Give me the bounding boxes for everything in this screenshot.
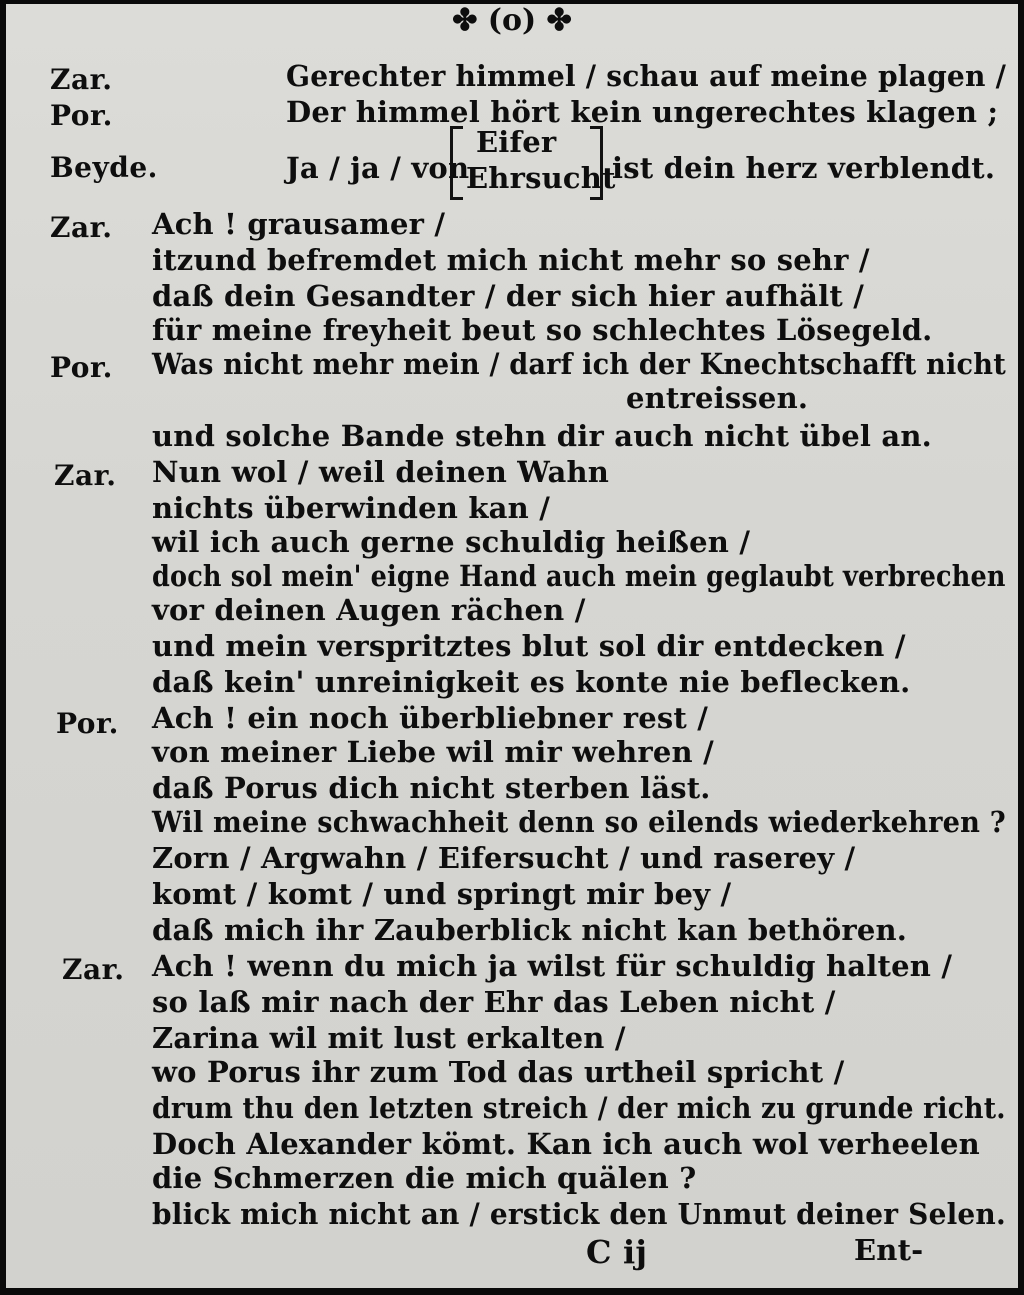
verse-line: Eifer xyxy=(476,125,557,159)
verse-line: Ach ! grausamer / xyxy=(152,207,446,241)
speaker-label: Beyde. xyxy=(50,151,158,184)
verse-line: drum thu den letzten streich / der mich zu grunde richt. xyxy=(152,1091,1006,1125)
verse-line: wo Porus ihr zum Tod das urtheil spricht / xyxy=(152,1055,845,1089)
verse-line: Wil meine schwachheit denn so eilends wiederkehren ? xyxy=(152,805,1006,839)
verse-line: Doch Alexander kömt. Kan ich auch wol verheelen xyxy=(152,1127,980,1161)
ornament-left-icon: ✤ xyxy=(452,4,478,38)
verse-line: Ehrsucht xyxy=(466,161,616,195)
verse-line: komt / komt / und springt mir bey / xyxy=(152,877,732,911)
verse-line: ist dein herz verblendt. xyxy=(612,151,996,185)
verse-line: so laß mir nach der Ehr das Leben nicht / xyxy=(152,985,836,1019)
verse-line: Ja / ja / von xyxy=(286,151,470,185)
verse-line: entreissen. xyxy=(626,381,809,415)
speaker-label: Zar. xyxy=(54,459,117,492)
verse-line: für meine freyheit beut so schlechtes Lösegeld. xyxy=(152,313,933,347)
catchword: Ent- xyxy=(854,1233,924,1267)
verse-line: Der himmel hört kein ungerechtes klagen ; xyxy=(286,95,999,129)
verse-line: blick mich nicht an / erstick den Unmut deiner Selen. xyxy=(152,1197,1006,1231)
verse-line: Zarina wil mit lust erkalten / xyxy=(152,1021,626,1055)
bracket-left xyxy=(450,126,463,200)
verse-line: wil ich auch gerne schuldig heißen / xyxy=(152,525,751,559)
speaker-label: Zar. xyxy=(50,211,113,244)
speaker-label: Por. xyxy=(56,707,119,740)
verse-line: daß dein Gesandter / der sich hier aufhält / xyxy=(152,279,865,313)
speaker-label: Zar. xyxy=(50,63,113,96)
ornament-right-icon: ✤ xyxy=(546,4,572,38)
verse-line: vor deinen Augen rächen / xyxy=(152,593,586,627)
verse-line: daß Porus dich nicht sterben läst. xyxy=(152,771,711,805)
speaker-label: Por. xyxy=(50,351,113,384)
verse-line: daß mich ihr Zauberblick nicht kan bethören. xyxy=(152,913,908,947)
verse-line: itzund befremdet mich nicht mehr so sehr / xyxy=(152,243,870,277)
speaker-label: Por. xyxy=(50,99,113,132)
verse-line: Ach ! ein noch überbliebner rest / xyxy=(152,701,709,735)
verse-line: und mein verspritztes blut sol dir entdecken / xyxy=(152,629,906,663)
book-page xyxy=(6,4,1018,1288)
verse-line: nichts überwinden kan / xyxy=(152,491,550,525)
speaker-label: Zar. xyxy=(62,953,125,986)
verse-line: daß kein' unreinigkeit es konte nie beflecken. xyxy=(152,665,911,699)
page-number: (o) xyxy=(487,4,537,38)
signature-mark: C ij xyxy=(586,1233,648,1271)
verse-line: die Schmerzen die mich quälen ? xyxy=(152,1161,697,1195)
verse-line: Nun wol / weil deinen Wahn xyxy=(152,455,610,489)
verse-line: Was nicht mehr mein / darf ich der Knechtschafft nicht xyxy=(152,347,1006,381)
verse-line: Zorn / Argwahn / Eifersucht / und raserey / xyxy=(152,841,856,875)
verse-line: von meiner Liebe wil mir wehren / xyxy=(152,735,714,769)
verse-line: Gerechter himmel / schau auf meine plagen / xyxy=(286,59,1007,93)
bracket-right xyxy=(590,126,603,200)
page-header xyxy=(6,6,1018,36)
verse-line: Ach ! wenn du mich ja wilst für schuldig halten / xyxy=(152,949,953,983)
verse-line: und solche Bande stehn dir auch nicht übel an. xyxy=(152,419,932,453)
verse-line: doch sol mein' eigne Hand auch mein geglaubt verbrechen xyxy=(152,559,1006,593)
